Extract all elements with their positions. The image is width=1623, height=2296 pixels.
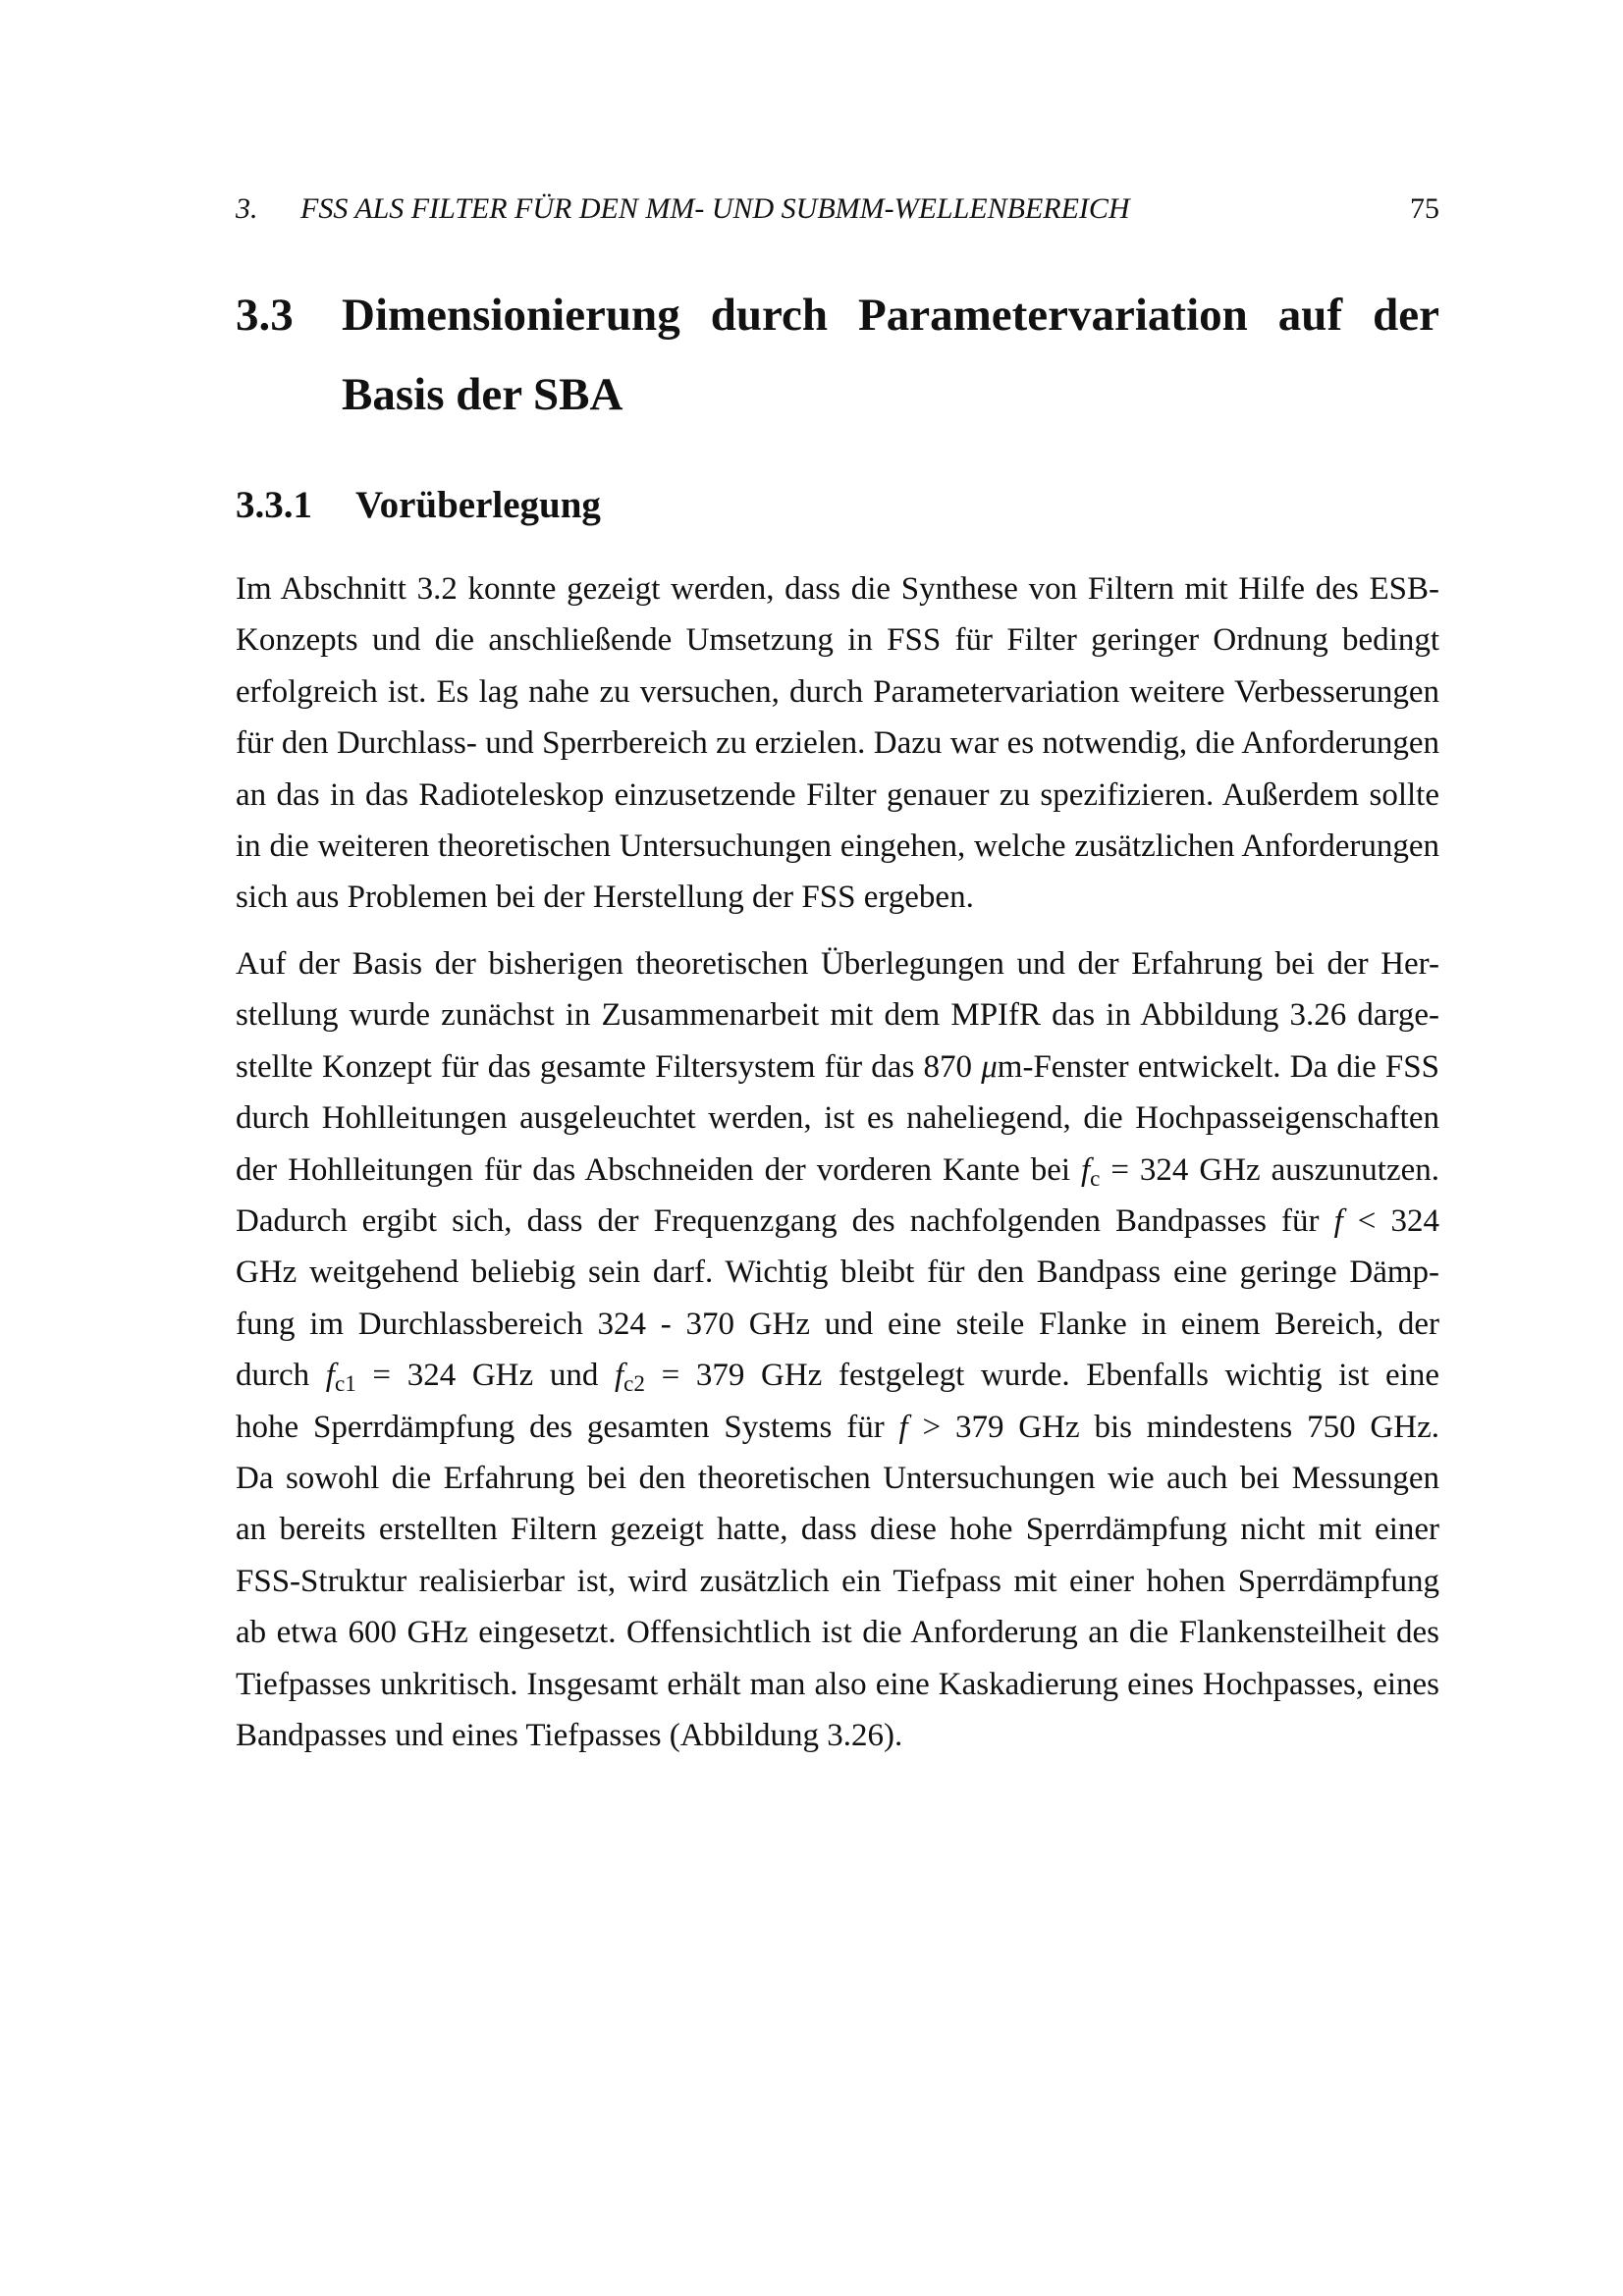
paragraph-1-line: [236, 667, 1439, 718]
text-run: durch Hohlleitungen ausgeleuchtet werden, ist es naheliegend, die Hochpasseigenschaften: [236, 1100, 1439, 1137]
text-run: der Hohlleitungen für das Abschneiden der vorderen Kante bei: [236, 1151, 1081, 1188]
text-run: Im Abschnitt 3.2 konnte gezeigt werden, dass die Synthese von Filtern mit Hilfe des ESB-: [236, 571, 1439, 607]
text-run: Konzepts und die anschließende Umsetzung in FSS für Filter geringer Ordnung bedingt: [236, 622, 1439, 659]
paragraph-2-line: [236, 1710, 1439, 1761]
paragraph-2-line: [236, 1556, 1439, 1607]
text-run: < 324: [1342, 1203, 1439, 1239]
section-number: 3.3: [236, 290, 294, 341]
math-symbol: f: [898, 1409, 908, 1445]
chapter-number: 3.: [236, 192, 258, 225]
math-subscript: c2: [623, 1369, 645, 1396]
section-title-line-2: Basis der SBA: [342, 369, 623, 420]
math-symbol: f: [1333, 1203, 1343, 1239]
math-symbol: μ: [981, 1048, 998, 1085]
chapter-title: FSS ALS FILTER FÜR DEN MM- UND SUBMM-WELLENBEREICH: [300, 192, 1130, 225]
paragraph-2-line: [236, 1145, 1439, 1196]
math-symbol: f: [1080, 1151, 1091, 1188]
paragraph-2-line: [236, 1299, 1439, 1350]
text-run: an bereits erstellten Filtern gezeigt hatte, dass diese hohe Sperrdämpfung nicht mit einer: [236, 1512, 1439, 1548]
paragraph-2-line: [236, 1196, 1439, 1247]
math-symbol: f: [325, 1358, 335, 1394]
text-run: erfolgreich ist. Es lag nahe zu versuchen, durch Parametervariation weitere Verbesserungen: [236, 673, 1439, 710]
section-title-line-1: Dimensionierung durch Parametervariation auf der: [342, 290, 1439, 341]
text-run: stellte Konzept für das gesamte Filtersystem für das 870: [236, 1048, 982, 1085]
text-run: ab etwa 600 GHz eingesetzt. Offensichtlich ist die Anforderung an die Flankensteilheit des: [236, 1615, 1439, 1651]
text-run: Tiefpasses unkritisch. Insgesamt erhält man also eine Kaskadierung eines Hochpasses, eines: [236, 1666, 1439, 1702]
paragraph-1-line: [236, 872, 1439, 923]
paragraph-2-line: [236, 1453, 1439, 1504]
text-run: Bandpasses und eines Tiefpasses (Abbildung 3.26).: [236, 1718, 903, 1753]
text-run: m-Fenster entwickelt. Da die FSS: [997, 1048, 1439, 1085]
page-number: 75: [1410, 192, 1439, 225]
text-run: stellung wurde zunächst in Zusammenarbeit mit dem MPIfR das in Abbildung 3.26 darge-: [236, 997, 1439, 1034]
text-run: Da sowohl die Erfahrung bei den theoretischen Untersuchungen wie auch bei Messungen: [236, 1461, 1439, 1496]
text-run: = 324 GHz und: [355, 1358, 615, 1394]
text-run: = 324 GHz auszunutzen.: [1100, 1151, 1439, 1188]
text-run: fung im Durchlassbereich 324 - 370 GHz und eine steile Flanke in einem Bereich, der: [236, 1306, 1439, 1342]
text-run: = 379 GHz festgelegt wurde. Ebenfalls wichtig ist eine: [644, 1358, 1439, 1394]
text-run: in die weiteren theoretischen Untersuchungen eingehen, welche zusätzlichen Anforderungen: [236, 828, 1439, 864]
paragraph-2-line: [236, 938, 1439, 989]
text-run: hohe Sperrdämpfung des gesamten Systems für: [236, 1409, 899, 1445]
text-run: Auf der Basis der bisherigen theoretischen Überlegungen und der Erfahrung bei der Her-: [236, 946, 1439, 982]
paragraph-2-line: [236, 1659, 1439, 1710]
text-run: sich aus Problemen bei der Herstellung der FSS ergeben.: [236, 880, 974, 916]
paragraph-2-line: [236, 989, 1439, 1041]
paragraph-2-line: [236, 1402, 1439, 1453]
paragraph-1-line: [236, 770, 1439, 821]
paragraph-2-line: [236, 1607, 1439, 1658]
math-symbol: f: [614, 1358, 624, 1394]
text-run: durch: [236, 1358, 326, 1394]
math-subscript: c1: [334, 1369, 356, 1396]
text-run: an das in das Radioteleskop einzusetzende Filter genauer zu spezifizieren. Außerdem sollte: [236, 776, 1439, 813]
text-run: > 379 GHz bis mindestens 750 GHz.: [907, 1409, 1439, 1445]
paragraph-2-line: [236, 1247, 1439, 1298]
paragraph-1-line: [236, 821, 1439, 872]
paragraph-1-line: [236, 563, 1439, 614]
paragraph-1-line: [236, 614, 1439, 666]
paragraph-2-line: [236, 1093, 1439, 1144]
subsection-number: 3.3.1: [236, 484, 312, 526]
text-run: für den Durchlass- und Sperrbereich zu erzielen. Dazu war es notwendig, die Anforderungen: [236, 725, 1439, 762]
running-header: [236, 189, 1439, 229]
math-subscript: c: [1090, 1164, 1101, 1191]
paragraph-1-line: [236, 718, 1439, 769]
text-run: GHz weitgehend beliebig sein darf. Wichtig bleibt für den Bandpass eine geringe Dämp-: [236, 1255, 1439, 1291]
subsection-title: Vorüberlegung: [355, 484, 601, 526]
paragraph-2-line: [236, 1350, 1439, 1401]
paragraph-2-line: [236, 1504, 1439, 1555]
text-run: FSS-Struktur realisierbar ist, wird zusätzlich ein Tiefpass mit einer hohen Sperrdämpfung: [236, 1563, 1439, 1599]
paragraph-2-line: [236, 1041, 1439, 1093]
text-run: Dadurch ergibt sich, dass der Frequenzgang des nachfolgenden Bandpasses für: [236, 1203, 1334, 1239]
